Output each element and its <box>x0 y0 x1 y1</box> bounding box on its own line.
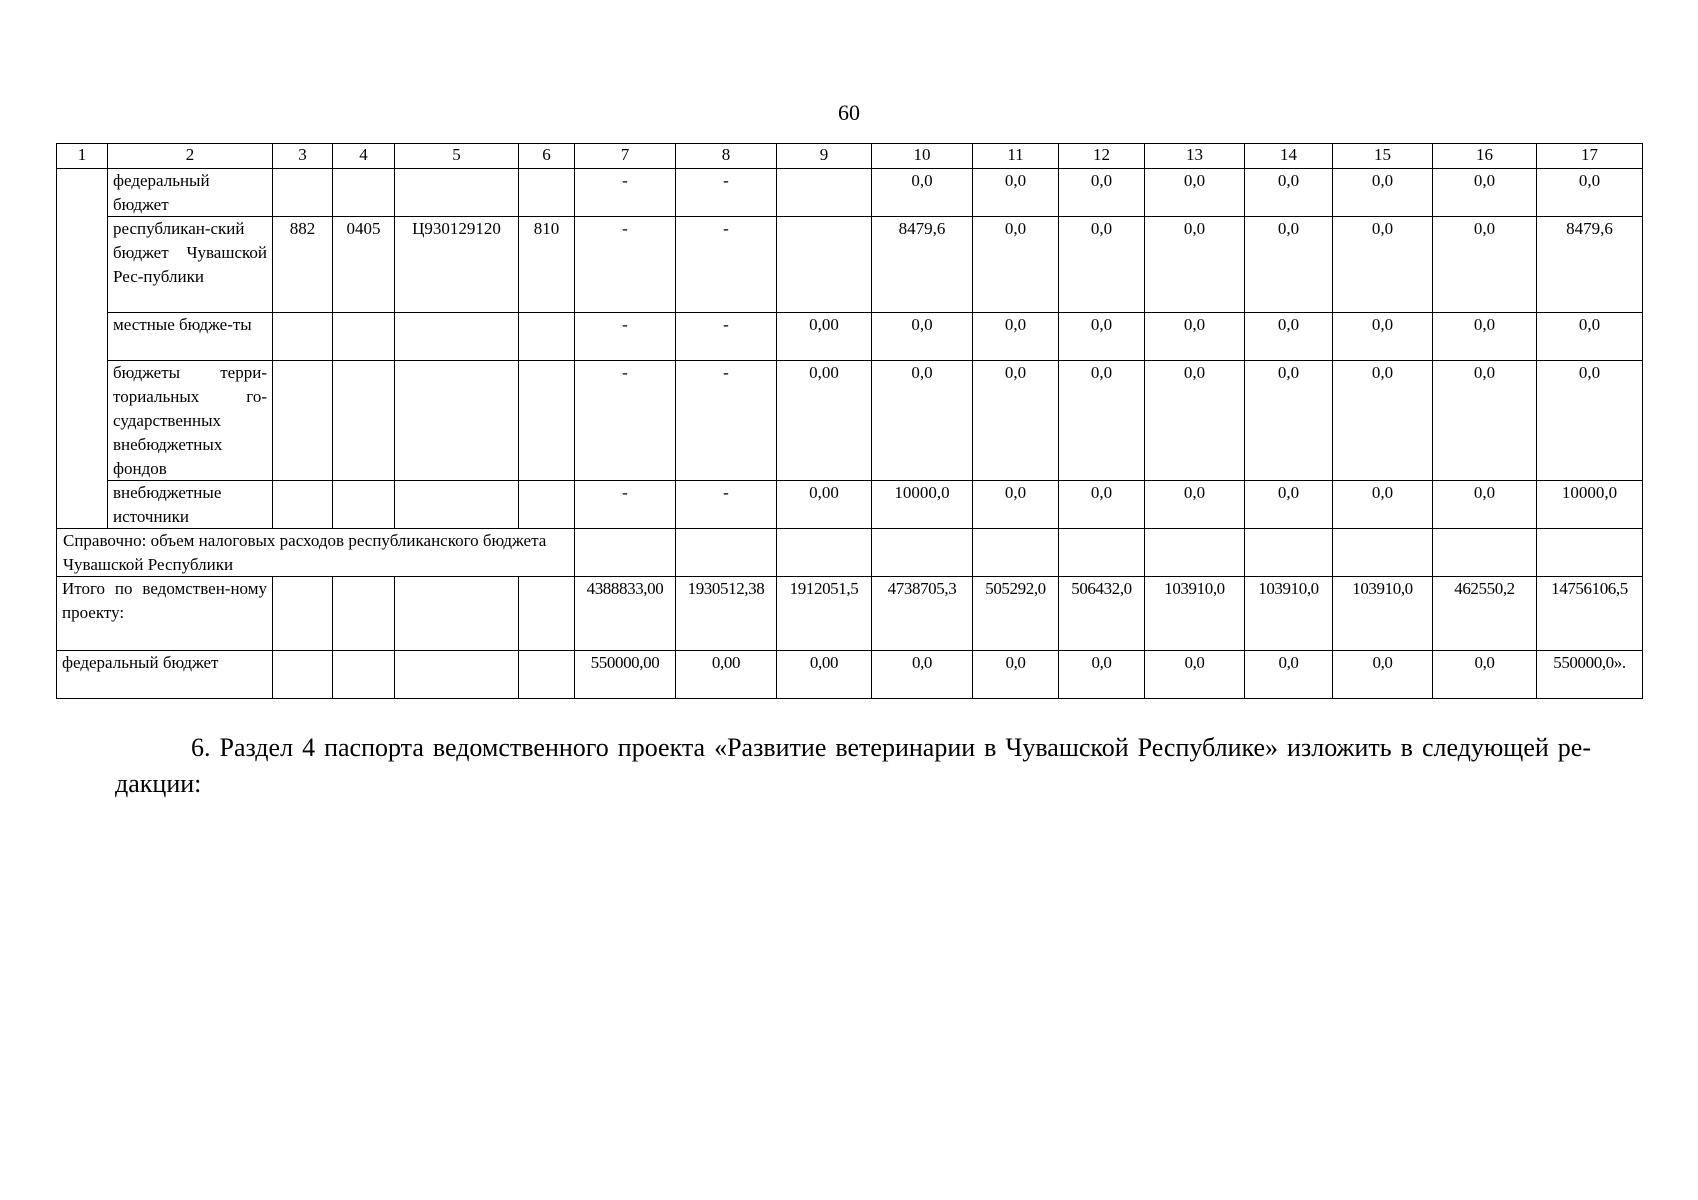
column-header-6: 6 <box>542 145 551 164</box>
cell-6 <box>519 577 574 650</box>
cell-11: 0,0 <box>1004 483 1027 502</box>
cell-5 <box>395 481 518 528</box>
column-header-7: 7 <box>620 145 630 164</box>
cell-16: 0,0 <box>1473 315 1496 334</box>
cell-10: 0,0 <box>911 315 933 334</box>
cell-7 <box>575 529 675 576</box>
cell-16 <box>1433 529 1536 576</box>
cell-15: 0,0 <box>1371 315 1394 334</box>
cell-12: 0,0 <box>1090 483 1113 502</box>
table-rule <box>56 698 1643 699</box>
table-rule <box>1244 143 1245 699</box>
table-rule <box>332 143 333 529</box>
table-rule <box>56 528 1643 529</box>
column-header-11: 11 <box>1007 145 1024 164</box>
cell-11: 0,0 <box>1004 363 1027 382</box>
cell-5 <box>395 313 518 360</box>
cell-7: - <box>622 219 628 238</box>
cell-12: 0,0 <box>1090 363 1113 382</box>
cell-10: 0,0 <box>911 171 933 190</box>
cell-3 <box>273 577 332 650</box>
table-rule <box>394 576 395 699</box>
table-rule <box>776 143 777 699</box>
cell-5 <box>395 651 518 698</box>
table-rule <box>675 143 676 699</box>
table-rule <box>518 143 519 529</box>
cell-3 <box>273 481 332 528</box>
cell-7: - <box>622 315 628 334</box>
cell-9: 0,00 <box>809 363 839 382</box>
column-header-9: 9 <box>819 145 829 164</box>
cell-3: 882 <box>289 219 316 238</box>
amendment-paragraph <box>115 730 1591 802</box>
row-label: местные бюдже-ты <box>113 315 252 334</box>
cell-6: 810 <box>533 219 560 238</box>
cell-15: 103910,0 <box>1352 579 1413 598</box>
cell-4 <box>333 313 394 360</box>
column-header-5: 5 <box>452 145 461 164</box>
cell-9: 0,00 <box>809 483 839 502</box>
cell-6 <box>519 651 574 698</box>
cell-15: 0,0 <box>1371 483 1394 502</box>
cell-7: 550000,00 <box>590 653 660 672</box>
column-header-13: 13 <box>1186 145 1203 164</box>
cell-10: 10000,0 <box>894 483 950 502</box>
table-rule <box>107 216 1643 217</box>
cell-8: 0,00 <box>711 653 741 672</box>
column-header-2: 2 <box>185 145 195 164</box>
cell-14 <box>1245 529 1332 576</box>
column-header-4: 4 <box>359 145 368 164</box>
table-rule <box>332 576 333 699</box>
cell-17: 14756106,5 <box>1551 579 1628 598</box>
cell-11: 0,0 <box>1004 219 1027 238</box>
cell-4 <box>333 651 394 698</box>
table-rule <box>56 650 1643 651</box>
cell-15: 0,0 <box>1372 653 1393 672</box>
cell-14: 103910,0 <box>1258 579 1319 598</box>
cell-10: 0,0 <box>911 363 933 382</box>
cell-11: 0,0 <box>1004 171 1027 190</box>
cell-10 <box>872 529 972 576</box>
page-number: 60 <box>838 100 860 125</box>
cell-8: - <box>723 219 729 238</box>
column-header-3: 3 <box>298 145 307 164</box>
cell-8: - <box>723 483 729 502</box>
cell-6 <box>519 169 574 216</box>
cell-7: - <box>622 171 628 190</box>
cell-7: 4388833,00 <box>586 579 664 598</box>
column-header-16: 16 <box>1476 145 1493 164</box>
table-rule <box>272 143 273 529</box>
cell-4: 0405 <box>346 219 381 238</box>
table-rule <box>972 143 973 699</box>
cell-3 <box>273 313 332 360</box>
cell-13: 103910,0 <box>1164 579 1225 598</box>
table-rule <box>1332 143 1333 699</box>
cell-11 <box>973 529 1058 576</box>
cell-8: - <box>723 171 729 190</box>
cell-12 <box>1059 529 1144 576</box>
cell-17 <box>1537 529 1642 576</box>
cell-4 <box>333 577 394 650</box>
cell-17: 0,0 <box>1578 315 1601 334</box>
table-rule <box>107 312 1643 313</box>
row-label: бюджеты терри-ториальных го-сударственных внебюджетных фондов <box>113 363 267 478</box>
cell-5 <box>395 577 518 650</box>
cell-3 <box>273 651 332 698</box>
cell-12: 0,0 <box>1090 315 1113 334</box>
row-label: внебюджетные источники <box>113 483 222 526</box>
table-rule <box>1432 143 1433 699</box>
table-rule <box>518 576 519 699</box>
cell-15: 0,0 <box>1371 219 1394 238</box>
cell-9: 0,00 <box>809 315 839 334</box>
cell-13: 0,0 <box>1183 219 1206 238</box>
table-rule <box>107 480 1643 481</box>
table-rule <box>56 143 57 699</box>
cell-13: 0,0 <box>1184 653 1205 672</box>
cell-11: 505292,0 <box>985 579 1046 598</box>
cell-14: 0,0 <box>1277 363 1300 382</box>
cell-6 <box>519 313 574 360</box>
column-header-10: 10 <box>913 145 931 164</box>
cell-3 <box>273 361 332 480</box>
cell-4 <box>333 481 394 528</box>
table-rule <box>272 576 273 699</box>
cell-5 <box>395 361 518 480</box>
cell-12: 0,0 <box>1090 171 1113 190</box>
cell-14: 0,0 <box>1277 483 1300 502</box>
cell-3 <box>273 169 332 216</box>
cell-14: 0,0 <box>1277 171 1300 190</box>
cell-9: 0,00 <box>809 653 839 672</box>
row-label: республикан-ский бюджет Чувашской Рес-публики <box>113 219 267 286</box>
cell-16: 0,0 <box>1473 483 1496 502</box>
table-rule <box>1642 143 1643 699</box>
cell-9: 1912051,5 <box>789 579 859 598</box>
cell-15 <box>1333 529 1432 576</box>
table-rule <box>1536 143 1537 699</box>
cell-10: 4738705,3 <box>887 579 957 598</box>
cell-15: 0,0 <box>1371 363 1394 382</box>
cell-14: 0,0 <box>1277 219 1300 238</box>
cell-7: - <box>622 483 628 502</box>
cell-10: 0,0 <box>911 653 933 672</box>
table-rule <box>107 143 108 529</box>
column-header-14: 14 <box>1280 145 1297 164</box>
cell-5 <box>395 169 518 216</box>
cell-12: 506432,0 <box>1071 579 1132 598</box>
table-rule <box>871 143 872 699</box>
cell-16: 0,0 <box>1473 219 1496 238</box>
cell-17: 8479,6 <box>1566 219 1613 238</box>
cell-4 <box>333 361 394 480</box>
table-rule <box>107 360 1643 361</box>
table-rule <box>56 168 1643 169</box>
column-header-17: 17 <box>1581 145 1598 164</box>
cell-14: 0,0 <box>1277 315 1300 334</box>
cell-13: 0,0 <box>1183 363 1206 382</box>
table-rule <box>394 143 395 529</box>
cell-7: - <box>622 363 628 382</box>
cell-16: 0,0 <box>1473 171 1496 190</box>
table-rule <box>574 143 575 699</box>
cell-16: 0,0 <box>1473 363 1496 382</box>
cell-13: 0,0 <box>1183 483 1206 502</box>
cell-16: 0,0 <box>1474 653 1495 672</box>
cell-17: 550000,0». <box>1553 653 1626 672</box>
cell-6 <box>519 481 574 528</box>
cell-4 <box>333 169 394 216</box>
cell-8: - <box>723 363 729 382</box>
column-header-8: 8 <box>721 145 731 164</box>
cell-8: 1930512,38 <box>687 579 765 598</box>
cell-8: - <box>723 315 729 334</box>
cell-9 <box>777 529 871 576</box>
row-label: федеральный бюджет <box>113 171 210 214</box>
cell-17: 0,0 <box>1578 171 1601 190</box>
amendment-text: 6. Раздел 4 паспорта ведомственного проекта «Развитие ветеринарии в Чувашской Республике» изложить в следующей ре-дакции: <box>115 733 1591 798</box>
table-rule <box>1144 143 1145 699</box>
cell-12: 0,0 <box>1090 219 1113 238</box>
cell-9 <box>777 217 871 312</box>
cell-15: 0,0 <box>1371 171 1394 190</box>
cell-14: 0,0 <box>1278 653 1299 672</box>
row-label: Справочно: объем налоговых расходов республиканского бюджета Чувашской Республики <box>63 531 547 574</box>
cell-11: 0,0 <box>1005 653 1026 672</box>
cell-10: 8479,6 <box>898 219 946 238</box>
cell-8 <box>676 529 776 576</box>
column-header-1: 1 <box>77 145 87 164</box>
table-rule <box>56 143 1643 144</box>
cell-13: 0,0 <box>1183 315 1206 334</box>
cell-13 <box>1145 529 1244 576</box>
cell-17: 10000,0 <box>1561 483 1618 502</box>
cell-9 <box>777 169 871 216</box>
column-header-12: 12 <box>1093 145 1110 164</box>
column-header-15: 15 <box>1374 145 1391 164</box>
cell-11: 0,0 <box>1004 315 1027 334</box>
table-rule <box>1058 143 1059 699</box>
row-label: Итого по ведомствен-ному проекту: <box>62 579 267 622</box>
cell-13: 0,0 <box>1183 171 1206 190</box>
cell-17: 0,0 <box>1578 363 1601 382</box>
cell-12: 0,0 <box>1091 653 1112 672</box>
cell-5: Ц930129120 <box>412 219 501 238</box>
row-label: федеральный бюджет <box>62 653 219 672</box>
table-rule <box>56 576 1643 577</box>
cell-16: 462550,2 <box>1454 579 1515 598</box>
cell-6 <box>519 361 574 480</box>
